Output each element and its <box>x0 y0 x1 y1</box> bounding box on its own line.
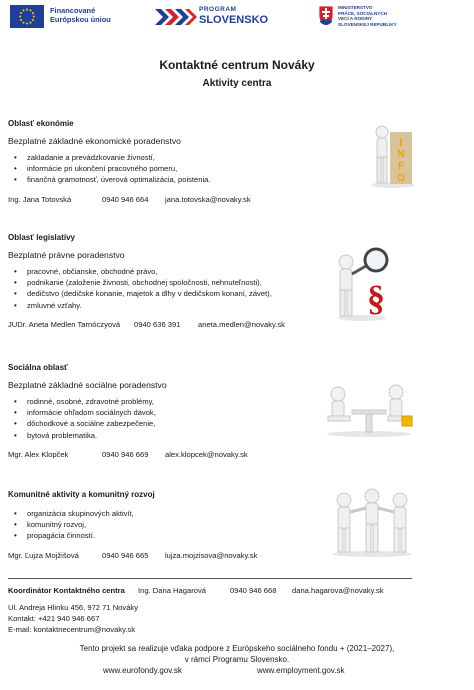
section-subheading: Bezplatné právne poradenstvo <box>8 250 125 260</box>
list-item: • komunitný rozvoj, <box>8 519 155 530</box>
list-item: • zmluvné vzťahy. <box>8 300 272 311</box>
section-subheading: Bezplatné základné ekonomické poradenstvo <box>8 136 181 146</box>
bullet-list <box>8 508 155 542</box>
coordinator-label: Koordinátor Kontaktného centra <box>8 586 125 595</box>
contact-line <box>8 194 251 206</box>
footer-line1: Tento projekt sa realizuje vďaka podpore z Európskeho sociálneho fondu + (2021–2027), <box>79 644 395 653</box>
bullet-list <box>8 152 211 186</box>
list-item: • organizácia skupinových aktivít, <box>8 508 155 519</box>
section-heading: Oblasť ekonómie <box>8 119 74 128</box>
info-figure-icon <box>368 124 418 188</box>
svg-text:I: I <box>399 137 403 149</box>
svg-text:N: N <box>397 149 405 160</box>
employment-link[interactable]: www.employment.gov.sk <box>257 666 345 675</box>
address-street: Ul. Andreja Hlinku 456, 972 71 Nováky <box>8 603 139 612</box>
contact-email[interactable]: lujza.mojzisova@novaky.sk <box>165 550 258 560</box>
list-item: • pracovné, občianske, obchodné právo, <box>8 266 272 277</box>
page-title: Kontaktné centrum Nováky <box>159 58 315 72</box>
svg-text:O: O <box>397 173 405 184</box>
eu-funding-label: Financované Európskou úniou <box>50 6 111 24</box>
list-item: • zakladanie a prevádzkovanie živností, <box>8 152 211 163</box>
list-item: • dedičstvo (dedičské konanie, majetok a dlhy v dedičskom konaní, závet), <box>8 288 272 299</box>
list-item: • informácie ohľadom sociálnych dávok, <box>8 407 167 418</box>
law-magnifier-icon <box>332 246 398 322</box>
contact-name: Ing. Jana Totovská <box>8 194 72 204</box>
consultation-icon <box>322 376 416 438</box>
contact-name: JUDr. Aneta Medlen Tarnóczyová <box>8 319 121 329</box>
section-legislation <box>8 233 285 331</box>
eurofondy-link[interactable]: www.eurofondy.gov.sk <box>103 666 182 675</box>
header-logos <box>0 0 474 40</box>
slovak-crest-icon <box>318 5 334 26</box>
ministry-label: MINISTERSTVO PRÁCE, SOCIÁLNYCH VECÍ A RODINY SLOVENSKEJ REPUBLIKY <box>338 5 397 27</box>
list-item: • propagácia činností. <box>8 530 155 541</box>
svg-text:F: F <box>397 161 405 172</box>
list-item: • rodinné, osobné, zdravotné problémy, <box>8 396 167 407</box>
eu-flag-icon <box>10 5 44 28</box>
coordinator-email[interactable]: dana.hagarova@novaky.sk <box>292 586 384 595</box>
svg-text:§: § <box>367 278 385 318</box>
coordinator-phone: 0940 946 668 <box>230 586 277 595</box>
list-item: • informácie pri ukončení pracovného pomeru, <box>8 163 211 174</box>
contact-email[interactable]: alex.klopcek@novaky.sk <box>165 449 248 459</box>
section-heading: Sociálna oblasť <box>8 363 68 372</box>
community-group-icon <box>326 486 418 558</box>
contact-phone: 0940 946 665 <box>102 550 149 560</box>
contact-line <box>8 319 285 331</box>
section-heading: Oblasť legislatívy <box>8 233 75 242</box>
section-subheading: Bezplatné základné sociálne poradenstvo <box>8 380 167 390</box>
bullet-list <box>8 266 272 311</box>
contact-line <box>8 550 258 562</box>
section-economy <box>8 119 251 206</box>
list-item: • podnikanie (založenie živnosti, obchodnej spoločnosti, nehnuteľnosti), <box>8 277 272 288</box>
contact-name: Mgr. Ľujza Mojžišová <box>8 550 79 560</box>
contact-phone: 0940 946 664 <box>102 194 149 204</box>
contact-phone: 0940 946 669 <box>102 449 149 459</box>
bullet-list <box>8 396 167 441</box>
program-slovensko-logo-icon <box>155 5 197 29</box>
address-contact: Kontakt: +421 940 946 667 <box>8 613 100 623</box>
section-community <box>8 490 258 562</box>
contact-name: Mgr. Alex Klopček <box>8 449 69 459</box>
program-slovensko-label: PROGRAM SLOVENSKO <box>199 6 269 26</box>
coordinator-line <box>8 586 468 597</box>
contact-phone: 0940 636 391 <box>134 319 181 329</box>
section-heading: Komunitné aktivity a komunitný rozvoj <box>8 490 155 499</box>
section-social <box>8 363 248 461</box>
footer-links <box>0 665 474 676</box>
list-item: • bytová problematika. <box>8 430 167 441</box>
contact-email[interactable]: aneta.medlen@novaky.sk <box>198 319 285 329</box>
list-item: • finančná gramotnosť, úverová optimalizácia, poistenia. <box>8 174 211 185</box>
page-subtitle: Aktivity centra <box>202 78 272 89</box>
footer <box>0 643 474 676</box>
footer-line2: v rámci Programu Slovensko. <box>184 655 290 664</box>
coordinator-name: Ing. Dana Hagarová <box>138 586 206 595</box>
contact-email[interactable]: jana.totovska@novaky.sk <box>165 194 251 204</box>
list-item: • dôchodkové a sociálne zabezpečenie, <box>8 418 167 429</box>
divider <box>8 578 412 579</box>
address-block <box>8 603 138 635</box>
address-email[interactable]: E-mail: kontaktnecentrum@novaky.sk <box>8 624 136 634</box>
contact-line <box>8 449 248 461</box>
